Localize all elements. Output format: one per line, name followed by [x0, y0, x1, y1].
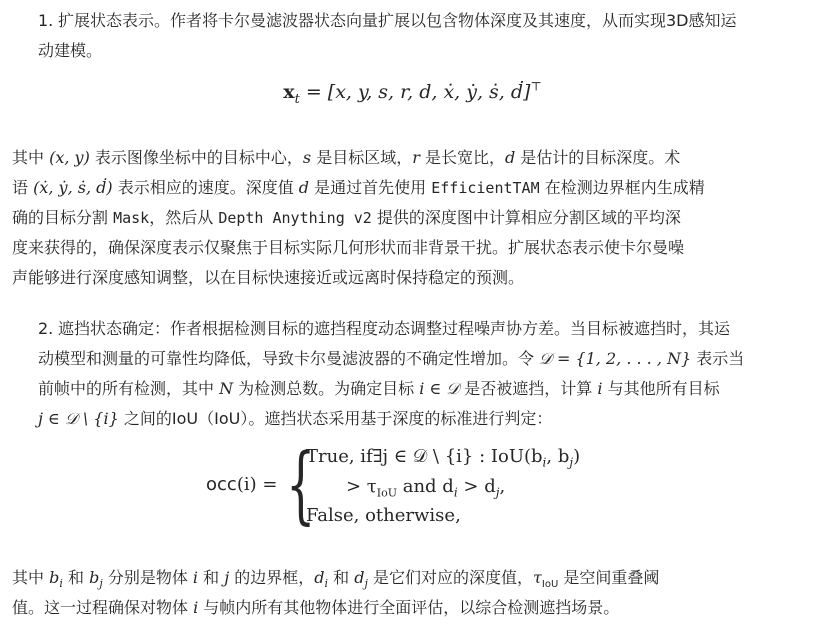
- text-line: 动建模。: [38, 41, 103, 60]
- text-run: 表示图像坐标中的目标中心，: [89, 148, 303, 167]
- list-item-text-cont: [38, 344, 798, 434]
- inline-math: i: [597, 379, 603, 398]
- text-run: ，然后从: [149, 208, 219, 227]
- list-item-2: [0, 314, 825, 434]
- inline-math: d: [354, 568, 365, 587]
- inline-subscript: IoU: [541, 579, 559, 591]
- text-run: 表示相应的速度。深度值: [112, 178, 299, 197]
- equation-lhs: [206, 473, 277, 497]
- list-item-text-cont: [38, 36, 798, 66]
- text-line: [12, 593, 807, 623]
- inline-math: s: [302, 148, 312, 167]
- text-line: [12, 203, 807, 233]
- inline-subscript: j: [99, 577, 103, 591]
- inline-code: Mask: [113, 209, 150, 227]
- inline-math: i: [192, 568, 199, 587]
- list-item-number: 1.: [38, 11, 54, 30]
- text-line: [38, 404, 798, 434]
- text-run: 动模型和测量的可靠性均降低，导致卡尔曼滤波器的不确定性增加。令: [38, 349, 540, 368]
- equation-superscript: ⊤: [530, 79, 542, 94]
- inline-math: (ẋ, ẏ, ṡ, ḋ): [33, 178, 113, 197]
- text-run: 是它们对应的深度值，: [367, 568, 534, 587]
- case-condition: [346, 475, 505, 499]
- text-run: 其中: [12, 568, 50, 587]
- text-run: 是目标区域，: [311, 148, 413, 167]
- cases-brace: {: [286, 435, 316, 533]
- paragraph-occlusion-description: [12, 563, 807, 623]
- inline-math: i ∈ 𝒟: [419, 379, 460, 398]
- text-run: 为检测总数。为确定目标: [233, 379, 420, 398]
- equation-args: (i) =: [236, 474, 278, 495]
- inline-math: N: [219, 379, 234, 398]
- text-run: 是估计的目标深度。术: [515, 148, 681, 167]
- case-subscript: j: [495, 485, 500, 500]
- text-run: 语: [12, 178, 34, 197]
- inline-math: b: [89, 568, 100, 587]
- case-text: True, if∃j ∈ 𝒟 \ {i} : IoU(b: [306, 446, 543, 467]
- text-run: 与其他所有目标: [602, 379, 720, 398]
- list-item-number: 2.: [38, 319, 54, 338]
- case-true: [306, 445, 580, 469]
- text-line: [12, 563, 807, 593]
- paragraph-state-description: [12, 143, 807, 293]
- text-run: 表示当: [691, 349, 745, 368]
- text-line: [12, 143, 807, 173]
- text-line: 声能够进行深度感知调整，以在目标快速接近或远离时保持稳定的预测。: [12, 268, 525, 287]
- case-text: False, otherwise,: [306, 505, 461, 526]
- inline-math: b: [49, 568, 60, 587]
- text-line: [12, 173, 807, 203]
- inline-subscript: i: [59, 577, 63, 591]
- text-run: 和: [328, 568, 355, 587]
- text-run: 和: [198, 568, 225, 587]
- case-subscript: j: [569, 455, 574, 470]
- state-vector-equation: [0, 76, 825, 108]
- equation-body: = [x, y, s, r, d, ẋ, ẏ, ṡ, ḋ]: [299, 81, 531, 103]
- inline-math: d: [298, 178, 310, 197]
- text-run: 是长宽比，: [419, 148, 505, 167]
- inline-math: r: [412, 148, 420, 167]
- occlusion-equation: [0, 435, 825, 533]
- text-run: 分别是物体: [102, 568, 193, 587]
- case-text: > τ: [346, 476, 377, 497]
- text-line: 扩展状态表示。作者将卡尔曼滤波器状态向量扩展以包含物体深度及其速度，从而实现3D感知运: [58, 11, 737, 30]
- text-run: 其中: [12, 148, 50, 167]
- inline-code: Depth Anything v2: [218, 209, 372, 227]
- case-text: > d: [457, 476, 496, 497]
- case-text: , b: [546, 446, 570, 467]
- text-run: 值。这一过程确保对物体: [12, 598, 194, 617]
- equation-subscript: t: [294, 91, 300, 107]
- equation-symbol: x: [283, 81, 295, 103]
- inline-math: d: [504, 148, 516, 167]
- case-text: and d: [397, 476, 454, 497]
- case-text: ,: [499, 476, 506, 497]
- text-run: 之间的IoU（IoU）。遮挡状态采用基于深度的标准进行判定：: [118, 409, 553, 428]
- text-run: 和: [62, 568, 90, 587]
- text-line: [38, 374, 798, 404]
- text-run: 是空间重叠阈: [558, 568, 660, 587]
- text-run: 确的目标分割: [12, 208, 114, 227]
- case-false: [306, 504, 461, 528]
- text-run: 前帧中的所有检测，其中: [38, 379, 220, 398]
- equation-function-name: occ: [206, 474, 237, 495]
- inline-math: d: [314, 568, 325, 587]
- text-run: 与帧内所有其他物体进行全面评估，以综合检测遮挡场景。: [198, 598, 620, 617]
- case-subscript: i: [542, 455, 547, 470]
- inline-math: τ: [533, 568, 542, 587]
- list-item-text: [58, 6, 808, 36]
- list-item-text: [58, 314, 808, 344]
- text-run: 是通过首先使用: [309, 178, 432, 197]
- text-line: [38, 344, 798, 374]
- case-subscript: i: [453, 485, 458, 500]
- text-line: 度来获得的，确保深度表示仅聚焦于目标实际几何形状而非背景干扰。扩展状态表示使卡尔曼噪: [12, 238, 685, 257]
- list-item-1: [0, 0, 825, 64]
- text-run: 的边界框，: [229, 568, 315, 587]
- inline-code: EfficientTAM: [431, 179, 540, 197]
- inline-subscript: i: [324, 577, 329, 591]
- inline-math: j: [224, 568, 230, 587]
- case-text: ): [573, 446, 581, 467]
- inline-subscript: j: [364, 577, 368, 591]
- case-subscript: IoU: [376, 486, 398, 500]
- text-run: 在检测边界框内生成精: [539, 178, 705, 197]
- inline-math: 𝒟 = {1, 2, . . . , N}: [539, 349, 692, 368]
- text-run: 是否被遮挡，计算: [459, 379, 598, 398]
- inline-math: j ∈ 𝒟 \ {i}: [38, 409, 119, 428]
- inline-math: i: [193, 598, 199, 617]
- text-run: 提供的深度图中计算相应分割区域的平均深: [371, 208, 681, 227]
- text-line: 遮挡状态确定：作者根据检测目标的遮挡程度动态调整过程噪声协方差。当目标被遮挡时，其运: [58, 319, 731, 338]
- inline-math: (x, y): [49, 148, 90, 167]
